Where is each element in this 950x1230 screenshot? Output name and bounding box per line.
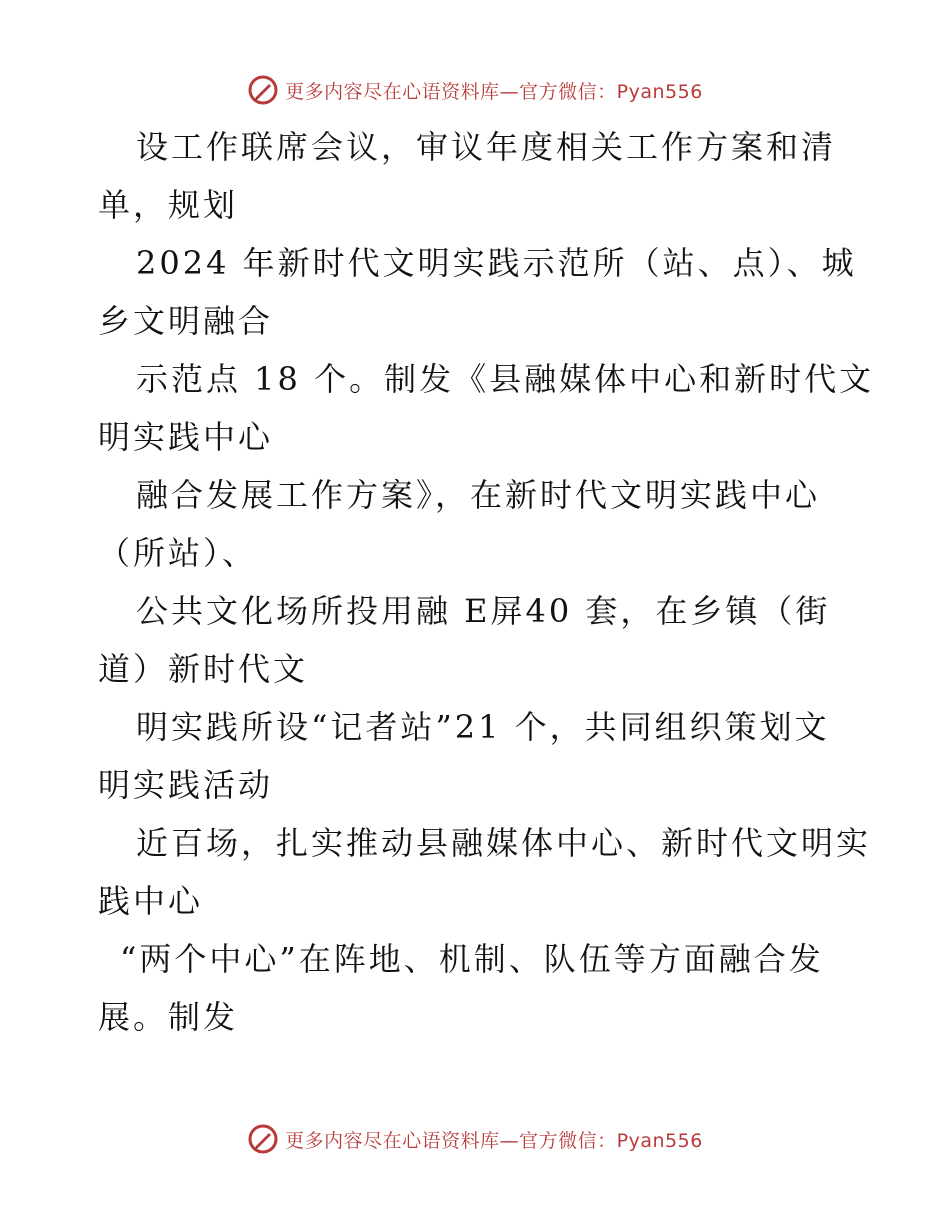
footer-watermark-text: 更多内容尽在心语资料库—官方微信：Pyan556	[285, 1129, 703, 1152]
document-body	[98, 118, 875, 1046]
text-line: 公共文化场所投用融 E屏40 套，在乡镇（街	[136, 592, 831, 630]
text-line: 道）新时代文	[98, 650, 309, 688]
text-line: 乡文明融合	[98, 302, 274, 340]
pen-logo-icon	[247, 74, 279, 106]
text-line: 融合发展工作方案》，在新时代文明实践中心	[136, 476, 821, 514]
text-line: 践中心	[98, 882, 204, 920]
text-line: 近百场，扎实推动县融媒体中心、新时代文明实	[136, 824, 872, 862]
footer-watermark-banner	[0, 1119, 950, 1159]
text-line: 单，规划	[98, 186, 239, 224]
text-line: 展。制发	[98, 998, 239, 1036]
header-watermark-text: 更多内容尽在心语资料库—官方微信：Pyan556	[285, 80, 703, 103]
text-line: （所站）、	[98, 534, 258, 572]
pen-logo-icon	[247, 1123, 279, 1155]
header-watermark-banner	[0, 70, 950, 110]
text-line: 明实践所设“记者站”21 个，共同组织策划文	[136, 708, 830, 746]
text-line: 设工作联席会议，审议年度相关工作方案和清	[136, 128, 837, 166]
text-line: 2024 年新时代文明实践示范所（站、点）、城	[136, 244, 857, 282]
text-line: 明实践活动	[98, 766, 274, 804]
text-line: 示范点 18 个。制发《县融媒体中心和新时代文	[136, 360, 875, 398]
text-line: 明实践中心	[98, 418, 274, 456]
text-line: “两个中心”在阵地、机制、队伍等方面融合发	[120, 940, 824, 978]
